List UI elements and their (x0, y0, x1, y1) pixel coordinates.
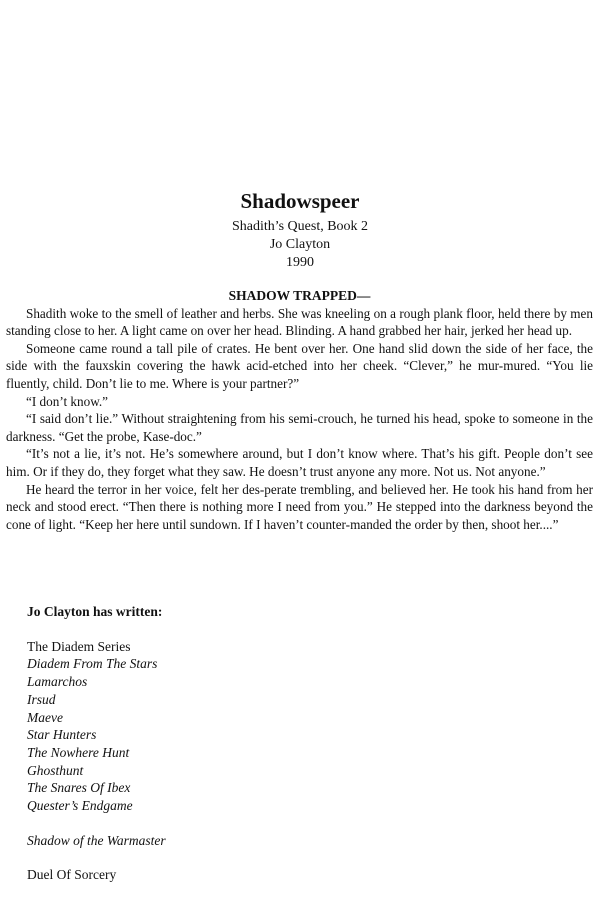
excerpt (6, 287, 593, 533)
excerpt-paragraph: “I don’t know.” (26, 393, 109, 409)
series-name: The Diadem Series (27, 638, 131, 654)
book-title: Shadowspeer (240, 189, 360, 213)
list-item: The Snares Of Ibex (27, 780, 131, 796)
list-item: Irsud (27, 691, 56, 707)
series-title-list (27, 655, 587, 814)
standalone-title: Shadow of the Warmaster (27, 832, 166, 848)
author-name: Jo Clayton (269, 237, 331, 252)
spacer (27, 849, 587, 866)
list-item: Maeve (27, 709, 63, 725)
list-item: Star Hunters (27, 727, 97, 743)
list-item: Ghosthunt (27, 762, 84, 778)
excerpt-paragraph: Someone came round a tall pile of crates. He bent over her. One hand slid down the side of her face, the side with the fauxskin covering the hawk acid-etched into her cheek. “Clever,” he mur-mured. “You lie fluently, child. Don’t lie to me. Where is your partner?” (6, 340, 593, 391)
title-block (0, 188, 600, 272)
list-item: The Nowhere Hunt (27, 744, 130, 760)
excerpt-paragraph: “I said don’t lie.” Without straightening from his semi-crouch, he turned his head, spoke to someone in the darkness. “Get the probe, Kase-doc.” (6, 411, 593, 444)
list-item: Quester’s Endgame (27, 798, 133, 814)
bibliography (27, 603, 587, 884)
standalone-title: Duel Of Sorcery (27, 867, 117, 883)
excerpt-paragraph: “It’s not a lie, it’s not. He’s somewhere around, but I don’t know where. That’s his gift. People don’t see him. Or if they do, they forget what they saw. He doesn’t trust anyone any more. Not us. Not anyone.” (6, 446, 593, 479)
spacer (27, 815, 587, 832)
excerpt-paragraph: He heard the terror in her voice, felt her des-perate trembling, and believed her. He took his hand from her neck and stood erect. “Then there is nothing more I need from you.” He stepped into the darkness beyond the cone of light. “Keep her here until sundown. If I haven’t counter-manded the order by then, shoot her....” (6, 481, 593, 532)
list-item: Lamarchos (27, 674, 88, 690)
publication-year: 1990 (286, 255, 314, 270)
series-line: Shadith’s Quest, Book 2 (231, 219, 369, 234)
excerpt-heading: SHADOW TRAPPED— (228, 288, 371, 303)
excerpt-paragraph: Shadith woke to the smell of leather and herbs. She was kneeling on a rough plank floor, held there by men standing close to her. A light came on over her head. Blinding. A hand grabbed her hair, jerked her head up. (6, 305, 593, 339)
bibliography-heading: Jo Clayton has written: (27, 604, 163, 619)
list-item: Diadem From The Stars (27, 656, 158, 672)
